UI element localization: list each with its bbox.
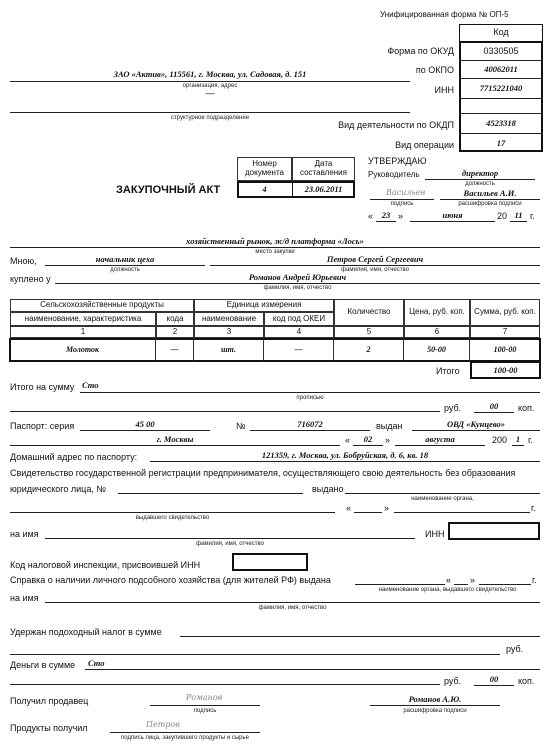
th-qty: Количество: [334, 299, 404, 326]
approve-title: УТВЕРЖДАЮ: [368, 156, 427, 166]
products-signature: Петров: [146, 720, 180, 729]
place-value: хозяйственный рынок, ж/д платформа «Лось»: [186, 236, 364, 246]
seller-name-caption: расшифровка подписи: [403, 708, 467, 714]
approve-quote-open: «: [368, 211, 374, 221]
th-sum: Сумма, руб. коп.: [470, 299, 540, 326]
me-label: Мною,: [10, 256, 37, 266]
money-kop: коп.: [518, 676, 535, 686]
row-okei: —: [264, 339, 334, 361]
approve-day: 23: [381, 210, 391, 220]
withheld-rub: руб.: [506, 644, 524, 654]
me-position: начальник цеха: [95, 254, 155, 264]
cert-issued: выдано: [312, 484, 344, 494]
passport-year: 1: [515, 434, 521, 444]
doc-number: 4: [262, 184, 267, 194]
head-position: директор: [461, 168, 499, 178]
farm-org-caption: наименование органа, выдавшего свидетельство: [378, 587, 517, 593]
products-label: Продукты получил: [10, 723, 88, 733]
inn-label: ИНН: [434, 85, 454, 95]
passport-day: 02: [363, 434, 373, 444]
doc-title: ЗАКУПОЧНЫЙ АКТ: [116, 184, 221, 196]
tax-label: Код налоговой инспекции, присвоившей ИНН: [10, 560, 201, 570]
farm-year-suffix: г.: [532, 575, 537, 585]
th-price: Цена, руб. коп.: [404, 299, 470, 326]
row-unit: шт.: [194, 339, 264, 361]
th-num-6: 6: [404, 326, 470, 338]
total-sum-kop: коп.: [518, 403, 535, 413]
products-caption: подпись лица, закупившего продукты и сырье: [121, 735, 249, 741]
withheld-label: Удержан подоходный налог в сумме: [10, 627, 162, 637]
passport-label: Паспорт: серия: [10, 421, 75, 431]
row-price: 50-00: [404, 339, 470, 361]
seller-label: Получил продавец: [10, 696, 89, 706]
row-name: Молоток: [10, 339, 156, 361]
passport-city: г. Москвы: [156, 434, 194, 444]
farm-name-caption: фамилия, имя, отчество: [258, 605, 327, 611]
passport-month: августа: [425, 434, 455, 444]
signature-caption: подпись: [390, 201, 414, 207]
cert-quote-close: »: [384, 503, 390, 513]
passport-issued-by: ОВД «Кунцево»: [446, 419, 506, 429]
approve-quote-close: »: [398, 211, 404, 221]
approve-year-prefix: 20: [497, 211, 508, 221]
bought-label: куплено у: [10, 274, 51, 284]
op-label: Вид операции: [395, 140, 454, 150]
total-sum-caption: прописью: [296, 395, 324, 401]
passport-series: 45 00: [135, 419, 155, 429]
doc-date-header: Дата составления: [292, 157, 355, 181]
cert-text-2: юридического лица, №: [10, 484, 106, 494]
struct-caption: структурное подразделение: [170, 115, 250, 121]
org-caption: организация, адрес: [182, 83, 238, 89]
total-sum-label: Итого на сумму: [10, 382, 75, 392]
codes-values-frame: [459, 41, 543, 152]
money-words: Сто: [88, 658, 105, 668]
org-value: ЗАО «Актив», 115561, г. Москва, ул. Садовая, д. 151: [113, 69, 307, 79]
row-qty: 2: [334, 339, 404, 361]
money-label: Деньги в сумме: [10, 660, 76, 670]
passport-quote-open: «: [345, 435, 351, 445]
cert-who-caption: выдавшего свидетельство: [135, 515, 210, 521]
total-sum-words: Сто: [82, 380, 99, 390]
cert-quote-open: «: [346, 503, 352, 513]
form-title: Унифицированная форма № ОП-5: [380, 10, 509, 19]
okdp-label: Вид деятельности по ОКДП: [338, 120, 454, 130]
th-num-7: 7: [470, 326, 540, 338]
cert-inn-label: ИНН: [425, 529, 445, 539]
passport-year-prefix: 200: [492, 435, 508, 445]
position-caption: должность: [465, 181, 495, 187]
passport-year-suffix: г.: [528, 435, 533, 445]
approve-year: 11: [514, 210, 523, 220]
th-num-1: 1: [10, 326, 156, 338]
th-products: Сельскохозяйственные продукты: [10, 299, 194, 312]
seller-signature: Романов: [186, 693, 223, 702]
okud-value: 0330505: [483, 46, 519, 56]
head-signature: Васильев: [386, 188, 426, 197]
total-label: Итого: [436, 366, 460, 376]
cert-org-caption: наименование органа,: [411, 496, 474, 502]
op-value: 17: [496, 138, 506, 148]
okdp-value: 4523318: [486, 118, 516, 128]
doc-num-header: Номер документа: [237, 157, 292, 181]
address-value: 121359, г. Москва, ул. Бобруйская, д. 6, кв. 18: [261, 450, 429, 460]
th-num-2: 2: [156, 326, 194, 338]
cert-name-caption: фамилия, имя, отчество: [196, 541, 264, 547]
farm-quote-open: «: [446, 575, 452, 585]
money-rub: руб.: [444, 676, 462, 686]
th-okei: код под ОКЕИ: [264, 312, 334, 326]
address-label: Домашний адрес по паспорту:: [10, 452, 138, 462]
me-position-caption: должность: [110, 267, 140, 273]
th-unit-name: наименование: [194, 312, 264, 326]
approve-month: июня: [442, 210, 463, 220]
total-sum-rub: руб.: [444, 403, 462, 413]
org-dash: —: [205, 88, 215, 98]
passport-number: 716072: [297, 419, 323, 429]
cert-inn-box: [448, 522, 540, 540]
th-num-5: 5: [334, 326, 404, 338]
th-code: кода: [156, 312, 194, 326]
th-num-3: 3: [194, 326, 264, 338]
me-name: Петров Сергей Сергеевич: [326, 254, 424, 264]
me-name-caption: фамилия, имя, отчество: [341, 267, 409, 273]
cert-text-1: Свидетельство государственной регистрации предпринимателя, осуществляющего свою деятельность без образования: [10, 468, 516, 478]
row-code: —: [156, 339, 194, 361]
passport-quote-close: »: [385, 435, 391, 445]
cert-year-suffix: г.: [531, 503, 536, 513]
head-name: Васильев А.И.: [463, 188, 517, 198]
tax-code-box: [232, 553, 308, 571]
money-kop-value: 00: [489, 674, 499, 684]
doc-date: 23.06.2011: [304, 184, 343, 194]
passport-num-label: №: [236, 421, 246, 431]
codes-header: Код: [493, 27, 509, 37]
farm-quote-close: »: [470, 575, 476, 585]
okud-label: Форма по ОКУД: [387, 46, 454, 56]
th-name: наименование, характеристика: [10, 312, 156, 326]
th-num-4: 4: [264, 326, 334, 338]
total-sum-kop-value: 00: [489, 401, 499, 411]
head-label: Руководитель: [368, 170, 420, 179]
row-sum: 100-00: [493, 344, 517, 354]
passport-issued-label: выдан: [376, 421, 403, 431]
seller-sig-caption: подпись: [193, 708, 217, 714]
bought-name: Романов Андрей Юрьевич: [248, 272, 347, 282]
farm-label: Справка о наличии личного подсобного хозяйства (для жителей РФ) выдана: [10, 575, 331, 585]
approve-year-suffix: г.: [530, 211, 535, 221]
place-caption: место закупки: [255, 249, 295, 255]
total-value: 100-00: [493, 365, 518, 375]
farm-name-label: на имя: [10, 593, 39, 603]
okpo-value: 40062011: [484, 64, 518, 74]
seller-name: Романов А.Ю.: [408, 694, 462, 704]
bought-caption: фамилия, имя, отчество: [263, 285, 332, 291]
inn-value: 7715221040: [479, 83, 523, 93]
head-name-caption: расшифровка подписи: [458, 201, 522, 207]
cert-name-label: на имя: [10, 529, 39, 539]
th-unit: Единица измерения: [194, 299, 334, 312]
okpo-label: по ОКПО: [415, 65, 454, 75]
